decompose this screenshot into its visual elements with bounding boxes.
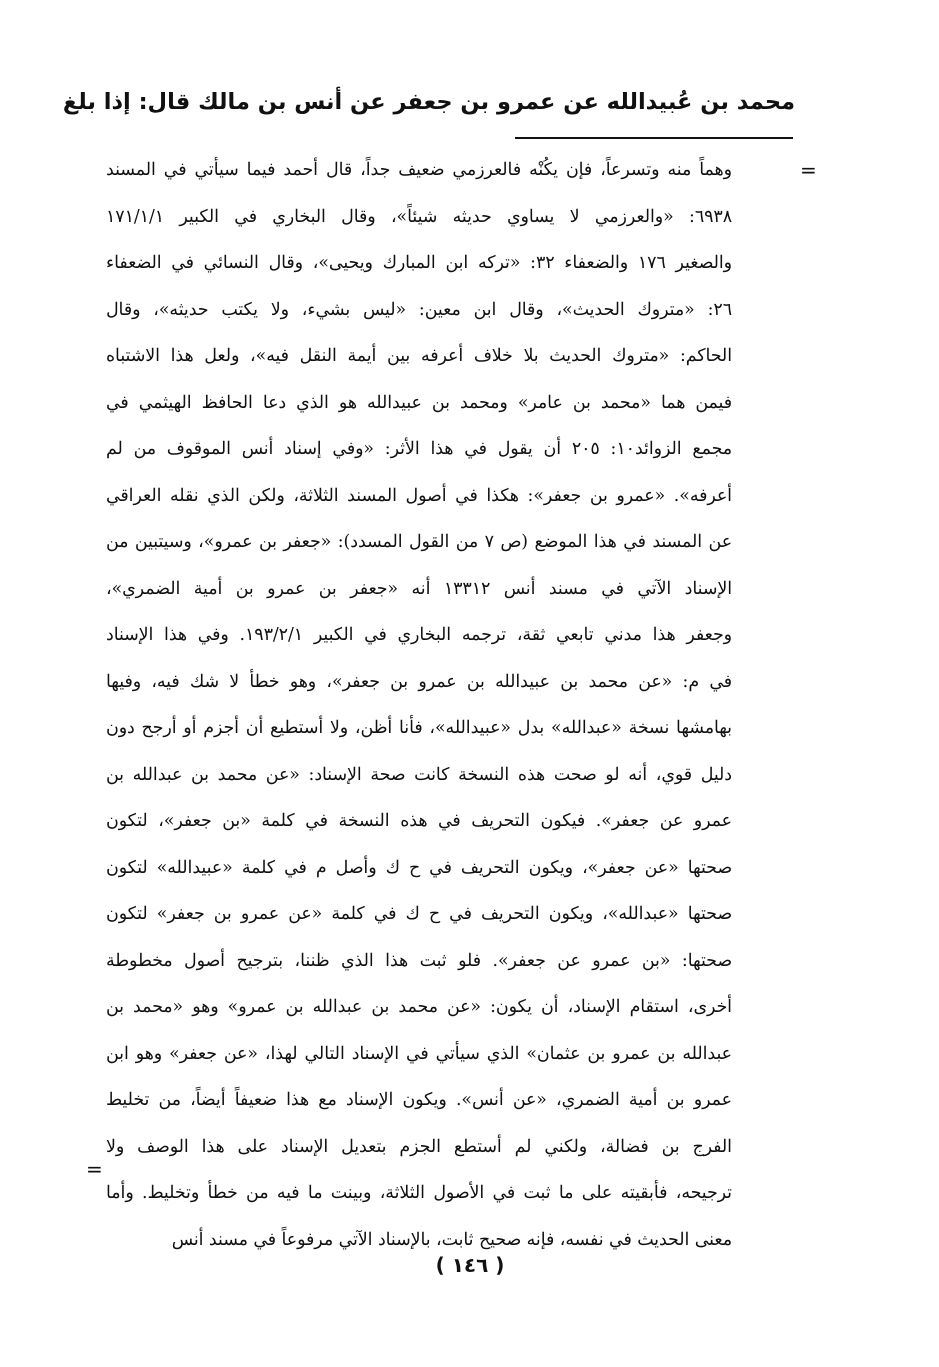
footnote-line: عمرو بن أمية الضمري، «عن أنس». ويكون الإسناد مع هذا ضعيفاً أيضاً، من تخليط bbox=[106, 1090, 732, 1110]
continuation-mark-top: = bbox=[800, 158, 817, 182]
footnote-line: صحتها «عبدالله»، ويكون التحريف في ح ك في كلمة «عن عمرو بن جعفر» لتكون bbox=[106, 904, 732, 924]
footnote-line: أخرى، استقام الإسناد، أن يكون: «عن محمد بن عبدالله بن عمرو» وهو «محمد بن bbox=[106, 997, 732, 1017]
footnote-line: في م: «عن محمد بن عبيدالله بن عمرو بن جعفر»، وهو خطأ لا شك فيه، وفيها bbox=[106, 671, 732, 692]
footnote-line: الفرج بن فضالة، ولكني لم أستطع الجزم بتعديل الإسناد على هذا الوصف ولا bbox=[106, 1136, 732, 1157]
footnote-line: ٢٦: «متروك الحديث»، وقال ابن معين: «ليس بشيء، ولا يكتب حديثه»، وقال bbox=[106, 299, 732, 320]
footnote-line: معنى الحديث في نفسه، فإنه صحيح ثابت، بالإسناد الآتي مرفوعاً في مسند أنس bbox=[171, 1229, 732, 1250]
page-heading: محمد بن عُبيدالله عن عمرو بن جعفر عن أنس بن مالك قال: إذا بلغ bbox=[62, 89, 795, 115]
footnote-line: دليل قوي، أنه لو صحت هذه النسخة كانت صحة الإسناد: «عن محمد بن عبدالله بن bbox=[106, 764, 732, 785]
footnote-line: الإسناد الآتي في مسند أنس ١٣٣١٢ أنه «جعفر بن عمرو بن أمية الضمري»، bbox=[106, 578, 732, 599]
footnote-line: ترجيحه، فأبقيته على ما ثبت في الأصول الثلاثة، وبينت ما فيه من خطأ وتخليط. وأما bbox=[106, 1183, 732, 1203]
footnote-line: عبدالله بن عمرو بن عثمان» الذي سيأتي في الإسناد التالي لهذا، «عن جعفر» وهو ابن bbox=[106, 1043, 732, 1064]
continuation-mark-bottom: = bbox=[86, 1157, 103, 1181]
footnote-line: عن المسند في هذا الموضع (ص ٧ من القول المسدد): «جعفر بن عمرو»، وسيتبين من bbox=[106, 532, 732, 552]
footnote-line: عمرو عن جعفر». فيكون التحريف في هذه النسخة في كلمة «بن جعفر»، لتكون bbox=[106, 811, 732, 831]
footnote-line: الحاكم: «متروك الحديث بلا خلاف أعرفه بين أيمة النقل فيه»، ولعل هذا الاشتباه bbox=[106, 346, 732, 366]
footnote-line: أعرفه». «عمرو بن جعفر»: هكذا في أصول المسند الثلاثة، ولكن الذي نقله العراقي bbox=[106, 485, 732, 506]
footnote-line: مجمع الزوائد١٠: ٢٠٥ أن يقول في هذا الأثر: «وفي إسناد أنس الموقوف من لم bbox=[106, 439, 732, 459]
footnote-line: ٦٩٣٨: «والعرزمي لا يساوي حديثه شيئاً»، وقال البخاري في الكبير ١٧١/١/١ bbox=[106, 206, 732, 227]
page-number: ( ١٤٦ ) bbox=[435, 1253, 505, 1277]
footnote-line: صحتها «عن جعفر»، ويكون التحريف في ح ك وأصل م في كلمة «عبيدالله» لتكون bbox=[106, 857, 732, 878]
heading-divider bbox=[515, 137, 793, 139]
footnote-line: والصغير ١٧٦ والضعفاء ٣٢: «تركه ابن المبارك ويحيى»، وقال النسائي في الضعفاء bbox=[106, 253, 732, 273]
footnote-line: وهماً منه وتسرعاً، فإن يكُنْه فالعرزمي ضعيف جداً، قال أحمد فيما سيأتي في المسند bbox=[106, 160, 732, 180]
footnote-line: بهامشها نسخة «عبدالله» بدل «عبيدالله»، فأنا أظن، ولا أستطيع أن أجزم أو أرجح دون bbox=[106, 718, 732, 738]
footnote-text bbox=[106, 147, 732, 1263]
footnote-line: صحتها: «بن عمرو عن جعفر». فلو ثبت هذا الذي ظننا، بترجيح أصول مخطوطة bbox=[106, 950, 732, 971]
footnote-line: وجعفر هذا مدني تابعي ثقة، ترجمه البخاري في الكبير ١٩٣/٢/١. وفي هذا الإسناد bbox=[106, 625, 732, 645]
footnote-line: فيمن هما «محمد بن عامر» ومحمد بن عبيدالله هو الذي دعا الحافظ الهيثمي في bbox=[106, 392, 732, 413]
